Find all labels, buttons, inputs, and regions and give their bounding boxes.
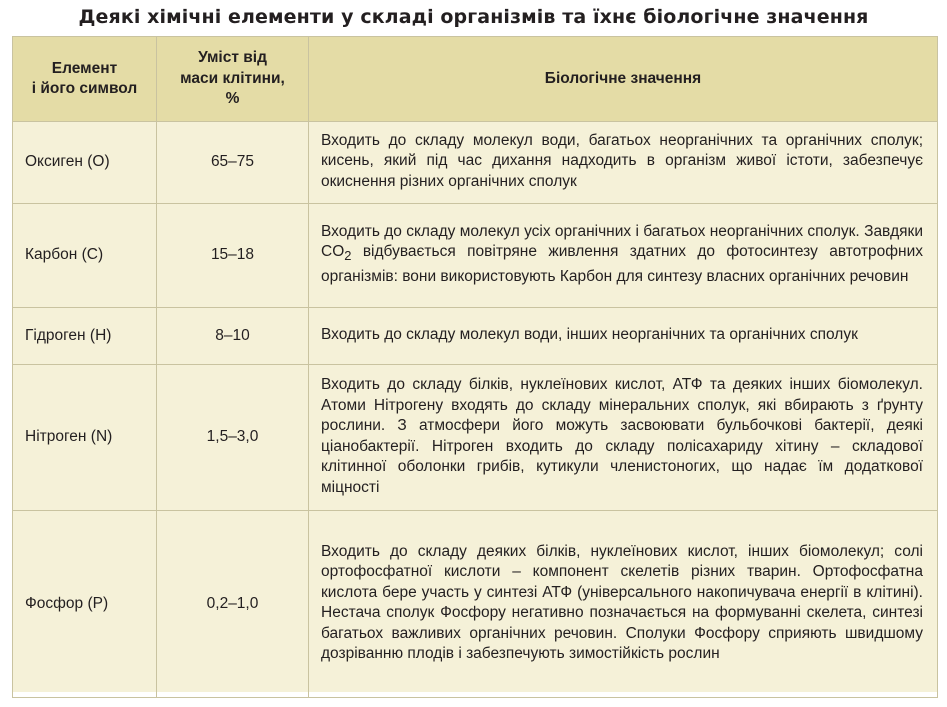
table-header-row xyxy=(13,37,938,122)
bio-cell: Входить до складу молекул води, інших неорганічних та органічних сполук xyxy=(309,308,938,365)
page-title: Деякі хімічні елементи у складі організмів та їхнє біологічне значення xyxy=(78,6,869,28)
mass-cell: 65–75 xyxy=(157,122,309,204)
element-cell: Гідроген (H) xyxy=(13,308,157,365)
header-element: Елемент і його символ xyxy=(13,37,157,122)
table-row xyxy=(13,122,938,204)
bio-cell: Входить до складу деяких білків, нуклеїнових кислот, інших біомолекул; солі ортофосфатної кислоти – компонент скелетів різних тварин. Ортофосфатна кислота бере участь у синтезі АТФ (універсального накопичувача енергії в клітині). Нестача сполук Фосфору негативно позначається на формуванні скелета, синтезі багатьох важливих органічних речовин. Сполуки Фосфору сприяють швидшому дозріванню плодів і забезпечують зимостійкість рослин xyxy=(309,511,938,698)
element-cell: Карбон (C) xyxy=(13,204,157,308)
table-row xyxy=(13,204,938,308)
bio-text-part: відбувається повітряне живлення здатних до фотосинтезу автотрофних організмів: вони використовують Карбон для синтезу власних органічних речовин xyxy=(321,243,923,285)
bio-cell: Входить до складу молекул води, багатьох неорганічних та органічних сполук; кисень, який під час дихання надходить в організм живої істоти, забезпечує окиснення різних органічних сполук xyxy=(309,122,938,204)
mass-cell: 1,5–3,0 xyxy=(157,365,309,511)
bio-text-part: Входить до складу молекул усіх органічних і багатьох неорганічних сполук. Завдяки CO xyxy=(321,222,923,261)
table-row xyxy=(13,365,938,511)
table-row xyxy=(13,308,938,365)
mass-cell: 15–18 xyxy=(157,204,309,308)
table-row xyxy=(13,511,938,698)
elements-table xyxy=(12,36,937,692)
element-cell: Оксиген (O) xyxy=(13,122,157,204)
header-mass: Уміст від маси клітини, % xyxy=(157,37,309,122)
bio-subscript: 2 xyxy=(344,248,352,264)
bio-cell: Входить до складу білків, нуклеїнових кислот, АТФ та деяких інших біомолекул. Атоми Нітрогену входять до складу мінеральних сполук, які вбирають з ґрунту рослини. З атмосфери його можуть засвоювати бульбочкові бактерії, деякі ціанобактерії. Нітроген входить до складу полісахариду хітину – складової клітинної оболонки грибів, кутикули членистоногих, що надає їм додаткової міцності xyxy=(309,365,938,511)
element-cell: Фосфор (P) xyxy=(13,511,157,698)
mass-cell: 0,2–1,0 xyxy=(157,511,309,698)
bio-cell xyxy=(309,204,938,308)
mass-cell: 8–10 xyxy=(157,308,309,365)
element-cell: Нітроген (N) xyxy=(13,365,157,511)
header-bio: Біологічне значення xyxy=(309,37,938,122)
